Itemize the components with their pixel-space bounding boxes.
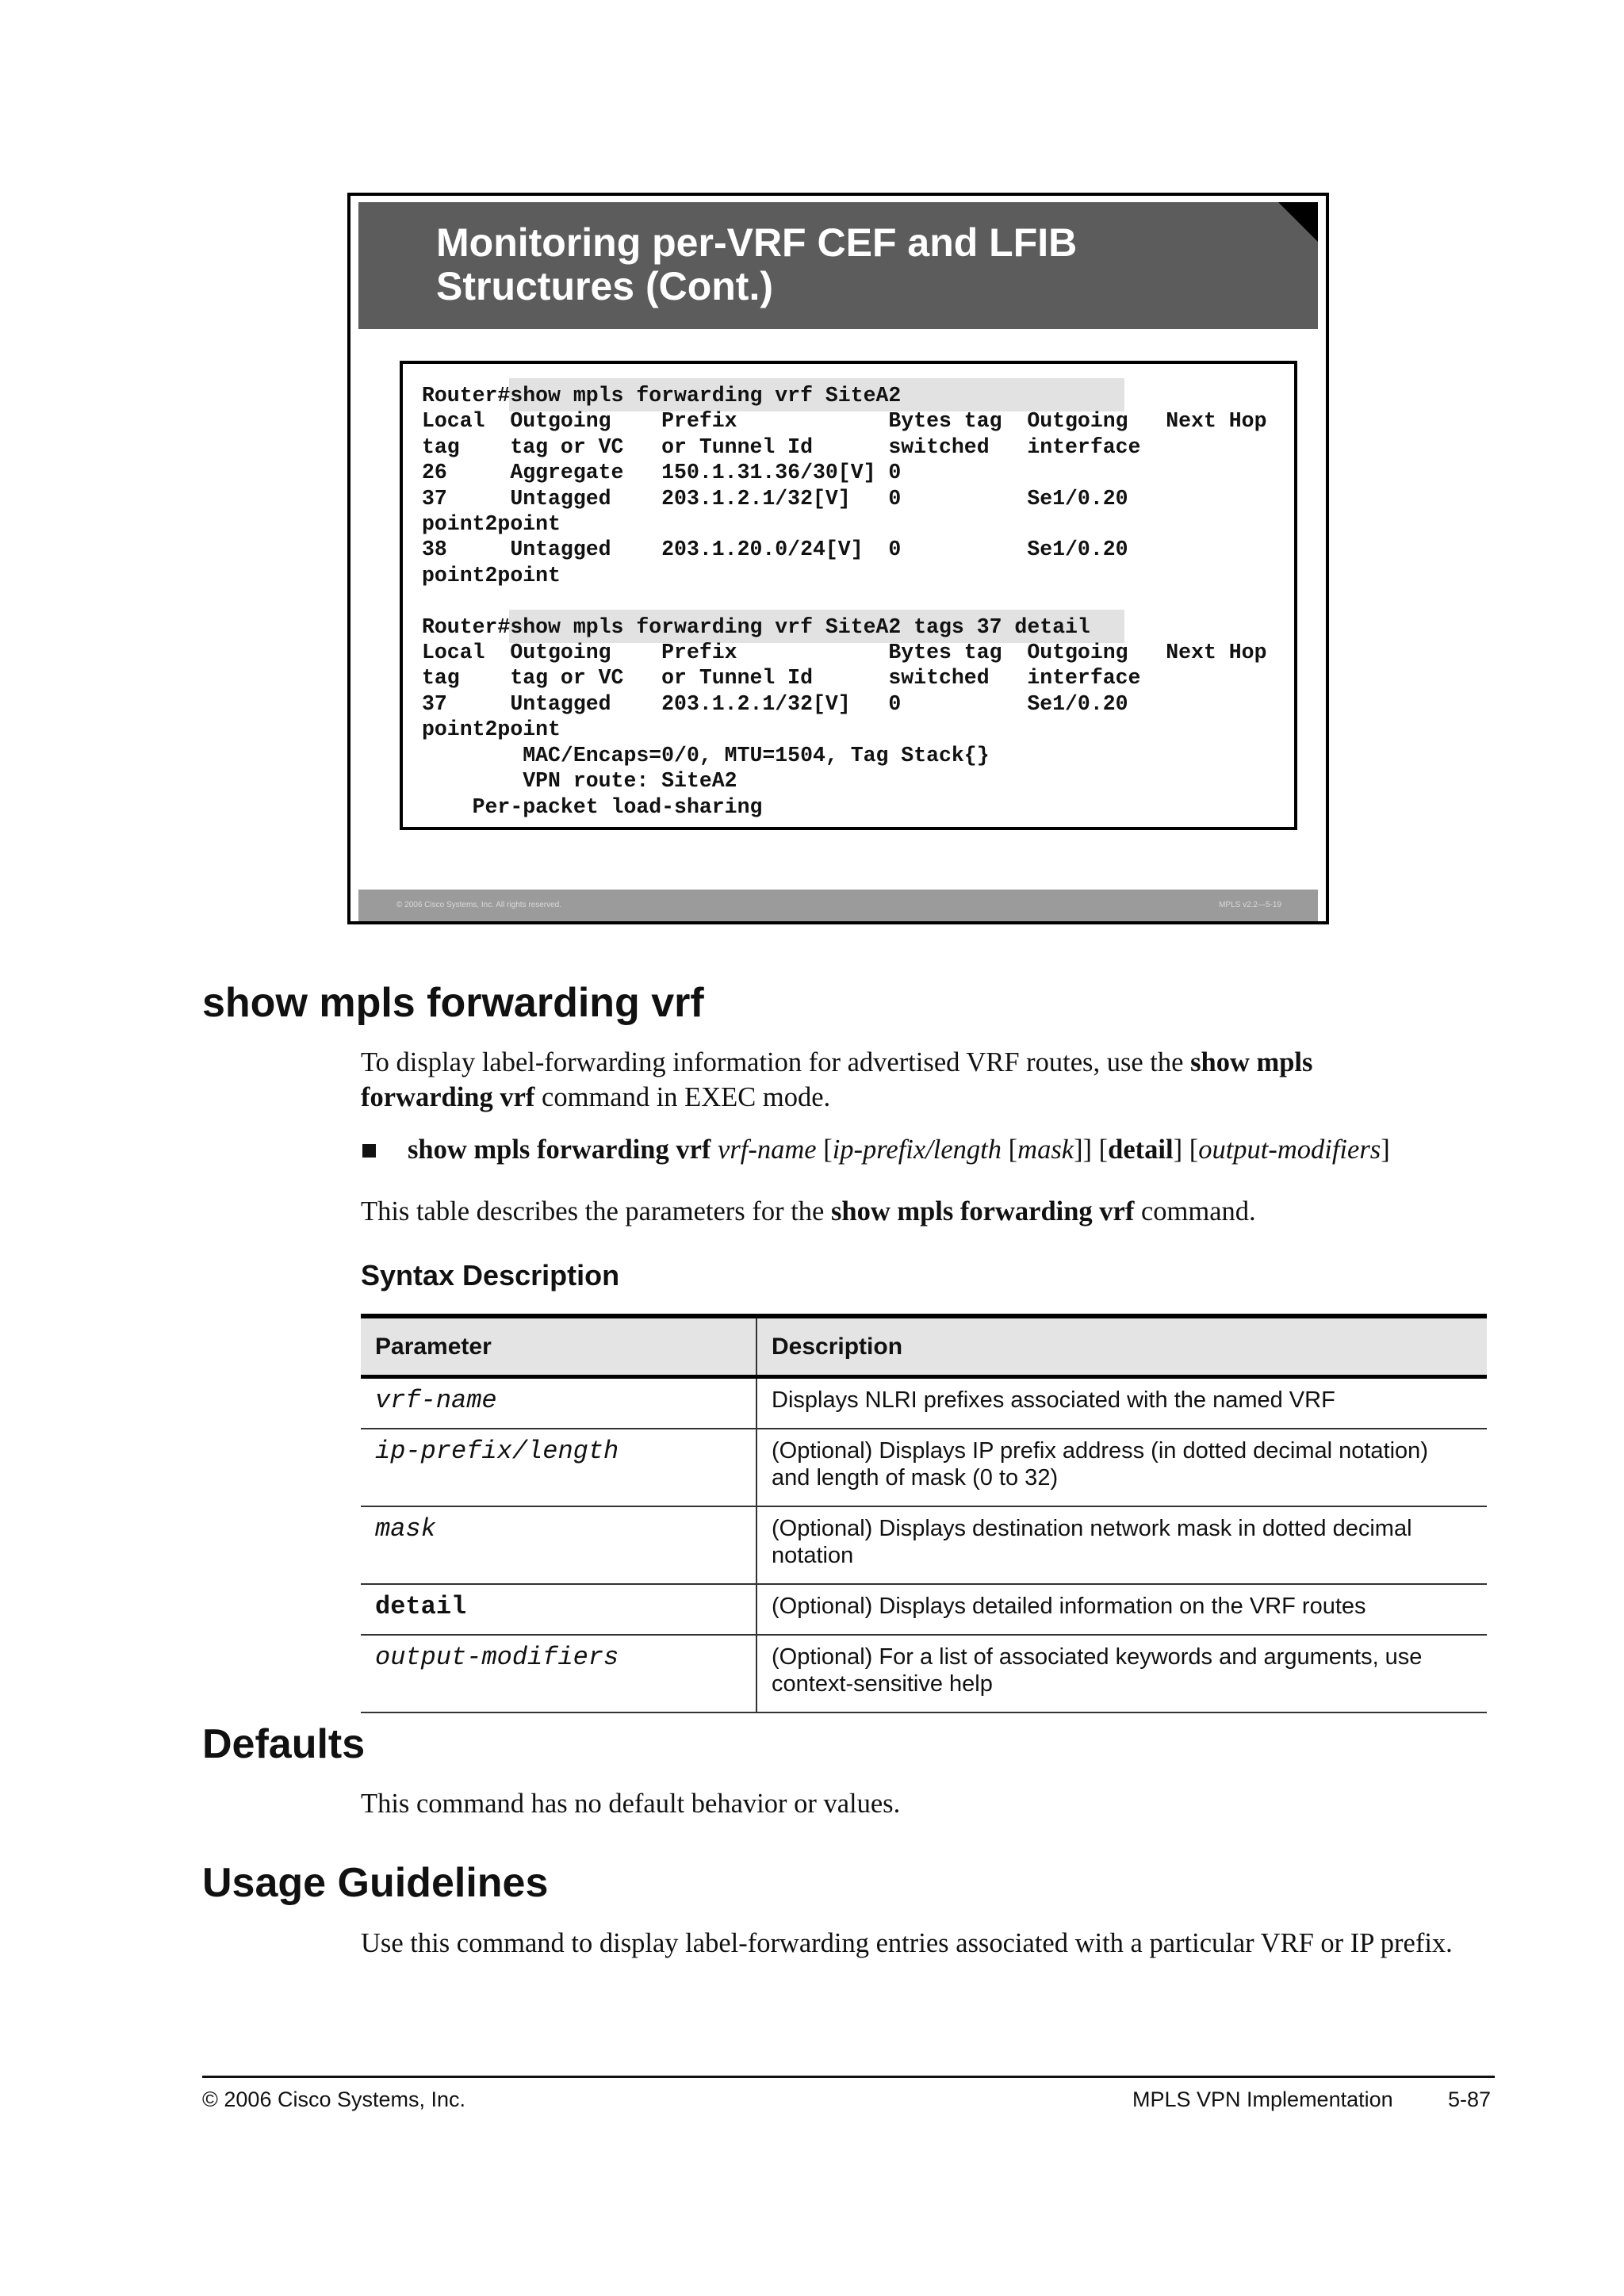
cli-output-text: Router#show mpls forwarding vrf SiteA2 Local Outgoing Prefix Bytes tag Outgoing Next Hop tag tag or VC or Tunnel Id switched interface 26 Aggregate 150.1.31.36/30[V] 0 37 Untagged 203.1.2.1/32[V] 0 Se1/0.20 point2point 38 Untagged 203.1.20.0/24[V] 0 Se1/0.20 point2point Router#show mpls forwarding vrf SiteA2 tags 37 detail Local Outgoing Prefix Bytes tag Outgoing Next Hop tag tag or VC or Tunnel Id switched interface 37 Untagged 203.1.2.1/32[V] 0 Se1/0.20 point2point MAC/Encaps=0/0, MTU=1504, Tag Stack{} VPN route: SiteA2 Per-packet load-sharing [422,384,1267,819]
bullet-square-icon [362,1144,376,1158]
syntax-line [408,1132,1486,1167]
intro-text: To display label-forwarding information for advertised VRF routes, use the [361,1047,1191,1077]
syntax-description-table [361,1314,1487,1713]
footer-page-number: 5-87 [1448,2087,1492,2111]
syntax-punct: [ [1002,1135,1018,1165]
footer-book-title: MPLS VPN Implementation [1132,2087,1393,2111]
syntax-keyword: detail [1108,1135,1174,1165]
syntax-punct: [ [816,1135,833,1165]
syntax-arg: vrf-name [718,1135,817,1165]
table-header-parameter: Parameter [361,1318,757,1375]
slide-title-line2: Structures (Cont.) [436,264,773,308]
slide-footer [358,890,1318,921]
syntax-arg: mask [1017,1135,1074,1165]
slide-corner-decoration [1278,202,1318,242]
desc-cell: Displays NLRI prefixes associated with the named VRF [772,1387,1335,1413]
syntax-punct: ] [1381,1135,1390,1165]
syntax-punct [710,1135,718,1165]
intro-command: show mpls [1190,1047,1313,1077]
desc-cell: (Optional) Displays destination network mask in dotted decimal notation [772,1516,1412,1568]
usage-paragraph: Use this command to display label-forwarding entries associated with a particular VRF or IP prefix. [361,1928,1453,1958]
slide-copyright: © 2006 Cisco Systems, Inc. All rights reserved. [396,901,562,909]
table-row [361,1507,1487,1585]
defaults-paragraph: This command has no default behavior or values. [361,1789,901,1819]
slide-header [358,202,1318,329]
param-cell: vrf-name [361,1379,757,1428]
table-row [361,1585,1487,1636]
section-heading-show-mpls-forwarding-vrf: show mpls forwarding vrf [202,980,704,1026]
syntax-command: show mpls forwarding vrf [408,1135,711,1165]
slide-title [436,221,1077,308]
table-intro-paragraph [361,1194,1487,1229]
section-heading-usage-guidelines: Usage Guidelines [202,1860,549,1906]
table-header-description: Description [772,1333,903,1360]
cli-output-box [400,361,1297,830]
table-row [361,1429,1487,1507]
footer-rule [202,2076,1495,2078]
desc-cell: (Optional) Displays detailed information on the VRF routes [772,1594,1366,1619]
slide-title-line1: Monitoring per-VRF CEF and LFIB [436,220,1078,265]
param-cell: detail [361,1585,757,1634]
intro-command: forwarding vrf [361,1082,535,1112]
table-header-row [361,1314,1487,1379]
footer-copyright: © 2006 Cisco Systems, Inc. [202,2087,466,2111]
syntax-punct: ]] [ [1074,1135,1109,1165]
intro-paragraph [361,1045,1487,1115]
table-intro-text: command. [1134,1196,1256,1226]
section-heading-defaults: Defaults [202,1721,366,1767]
syntax-description-label: Syntax Description [361,1259,620,1292]
slide-figure [347,193,1329,924]
desc-cell: (Optional) For a list of associated keywords and arguments, use context-sensitive help [772,1644,1423,1697]
table-row [361,1379,1487,1429]
param-cell: ip-prefix/length [361,1429,757,1506]
syntax-punct: ] [ [1173,1135,1199,1165]
slide-code: MPLS v2.2—5-19 [1219,901,1281,909]
table-row [361,1636,1487,1713]
param-cell: output-modifiers [361,1636,757,1712]
intro-text: command in EXEC mode. [534,1082,831,1112]
param-cell: mask [361,1507,757,1583]
desc-cell: (Optional) Displays IP prefix address (in dotted decimal notation) and length of mask (0 to 32) [772,1438,1428,1490]
syntax-arg: output-modifiers [1198,1135,1381,1165]
syntax-arg: ip-prefix/length [832,1135,1002,1165]
table-intro-command: show mpls forwarding vrf [830,1196,1135,1226]
table-intro-text: This table describes the parameters for the [361,1196,831,1226]
